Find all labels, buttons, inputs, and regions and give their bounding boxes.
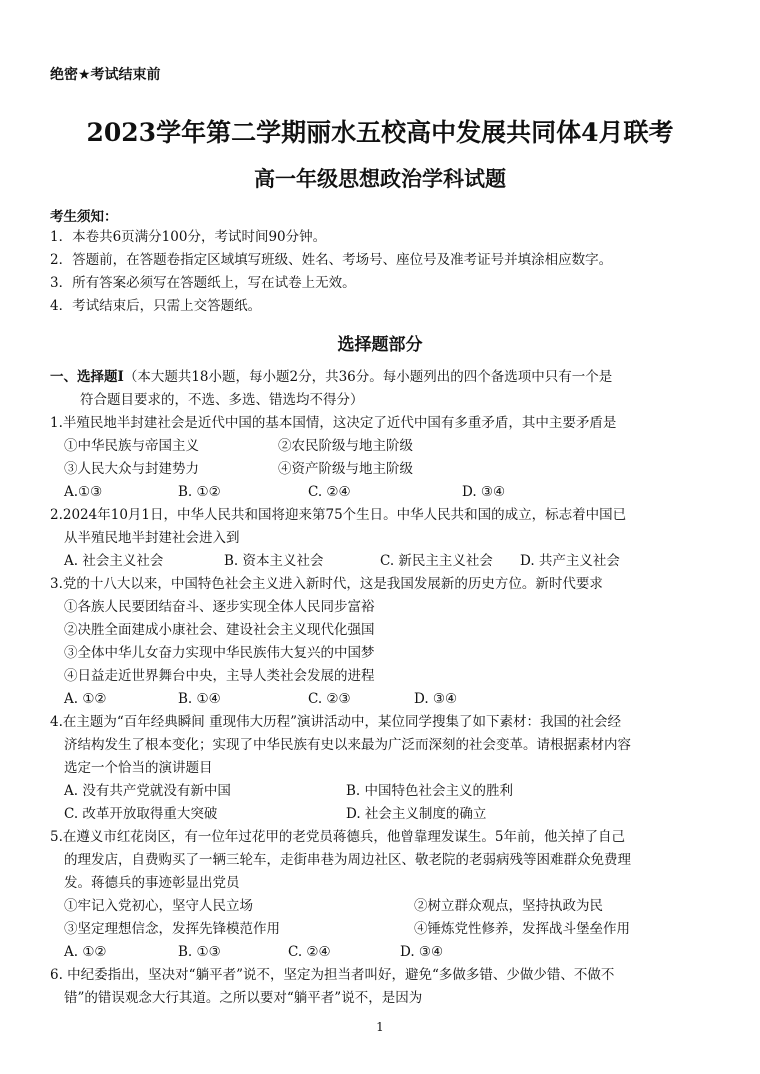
question-stem-cont: 济结构发生了根本变化；实现了中华民族有史以来最为广泛而深刻的社会变革。请根据素材内容	[64, 737, 631, 753]
option-a: A. ①②	[64, 944, 107, 960]
exam-subtitle: 高一年级思想政治学科试题	[254, 166, 506, 191]
option-d: D. ③④	[414, 691, 458, 707]
question-stem: 6. 中纪委指出，坚决对“躺平者”说不，坚定为担当者叫好，避免“多做多错、少做少错、不做不	[50, 967, 615, 983]
question-stem-cont: 从半殖民地半封建社会进入到	[64, 530, 240, 546]
part-description: （本大题共18小题，每小题2分，共36分。每小题列出的四个备选项中只有一个是	[123, 369, 613, 385]
option-a: A. 没有共产党就没有新中国	[64, 783, 231, 799]
statement: ③全体中华儿女奋力实现中华民族伟大复兴的中国梦	[64, 645, 375, 661]
part-label: 一、选择题Ⅰ	[50, 369, 124, 385]
statement: ②农民阶级与地主阶级	[278, 438, 413, 454]
statement: ④资产阶级与地主阶级	[278, 461, 413, 477]
part-heading	[50, 366, 612, 389]
question-stem-cont: 选定一个恰当的演讲题目	[64, 760, 213, 776]
option-c: C. ②③	[308, 691, 351, 707]
page-number: 1	[376, 1020, 384, 1034]
notice-heading: 考生须知：	[50, 209, 118, 225]
confidential-label: 绝密★考试结束前	[50, 67, 161, 83]
notice-item: 1．本卷共6页满分100分，考试时间90分钟。	[50, 229, 327, 245]
notice-item: 3．所有答案必须写在答题纸上，写在试卷上无效。	[50, 275, 356, 291]
question-stem-cont: 发。蒋德兵的事迹彰显出党员	[64, 875, 240, 891]
notice-item: 2．答题前，在答题卷指定区域填写班级、姓名、考场号、座位号及准考证号并填涂相应数字。	[50, 252, 613, 268]
option-d: D. ③④	[400, 944, 444, 960]
option-c: C. 新民主主义社会	[380, 553, 493, 569]
option-b: B. 资本主义社会	[224, 553, 324, 569]
option-c: C. ②④	[308, 484, 351, 500]
statement: ②树立群众观点，坚持执政为民	[414, 898, 603, 914]
option-b: B. 中国特色社会主义的胜利	[346, 783, 514, 799]
statement: ④日益走近世界舞台中央，主导人类社会发展的进程	[64, 668, 375, 684]
notice-item: 4．考试结束后，只需上交答题纸。	[50, 298, 262, 314]
option-b: B. ①②	[178, 484, 221, 500]
option-d: D. 共产主义社会	[520, 553, 620, 569]
question-stem: 4.在主题为“百年经典瞬间 重现伟大历程”演讲活动中，某位同学搜集了如下素材：我国的社会经	[50, 714, 621, 730]
question-stem: 3.党的十八大以来，中国特色社会主义进入新时代，这是我国发展新的历史方位。新时代要求	[50, 576, 603, 592]
question-stem: 1.半殖民地半封建社会是近代中国的基本国情，这决定了近代中国有多重矛盾，其中主要矛盾是	[50, 415, 617, 431]
option-c: C. 改革开放取得重大突破	[64, 806, 218, 822]
question-stem: 5.在遵义市红花岗区，有一位年过花甲的老党员蒋德兵，他曾靠理发谋生。5年前，他关掉了自己	[50, 829, 625, 845]
statement: ④锤炼党性修养，发挥战斗堡垒作用	[414, 921, 630, 937]
statement: ①中华民族与帝国主义	[64, 438, 199, 454]
statement: ③坚定理想信念，发挥先锋模范作用	[64, 921, 280, 937]
option-a: A. 社会主义社会	[64, 553, 164, 569]
statement: ①各族人民要团结奋斗、逐步实现全体人民同步富裕	[64, 599, 375, 615]
part-description-cont: 符合题目要求的，不选、多选、错选均不得分）	[80, 392, 364, 408]
option-b: B. ①③	[178, 944, 221, 960]
option-b: B. ①④	[178, 691, 221, 707]
option-a: A.①③	[64, 484, 103, 500]
option-d: D. 社会主义制度的确立	[346, 806, 487, 822]
question-stem-cont: 的理发店，自费购买了一辆三轮车，走街串巷为周边社区、敬老院的老弱病残等困难群众免费理	[64, 852, 631, 868]
question-stem: 2.2024年10月1日，中华人民共和国将迎来第75个生日。中华人民共和国的成立，标志着中国已	[50, 507, 627, 523]
statement: ③人民大众与封建势力	[64, 461, 199, 477]
statement: ①牢记入党初心，坚守人民立场	[64, 898, 253, 914]
exam-title: 2023学年第二学期丽水五校高中发展共同体4月联考	[86, 118, 674, 147]
section-title: 选择题部分	[337, 335, 423, 355]
option-a: A. ①②	[64, 691, 107, 707]
question-stem-cont: 错”的错误观念大行其道。之所以要对“躺平者”说不，是因为	[64, 990, 423, 1006]
option-d: D. ③④	[462, 484, 506, 500]
statement: ②决胜全面建成小康社会、建设社会主义现代化强国	[64, 622, 375, 638]
option-c: C. ②④	[288, 944, 331, 960]
